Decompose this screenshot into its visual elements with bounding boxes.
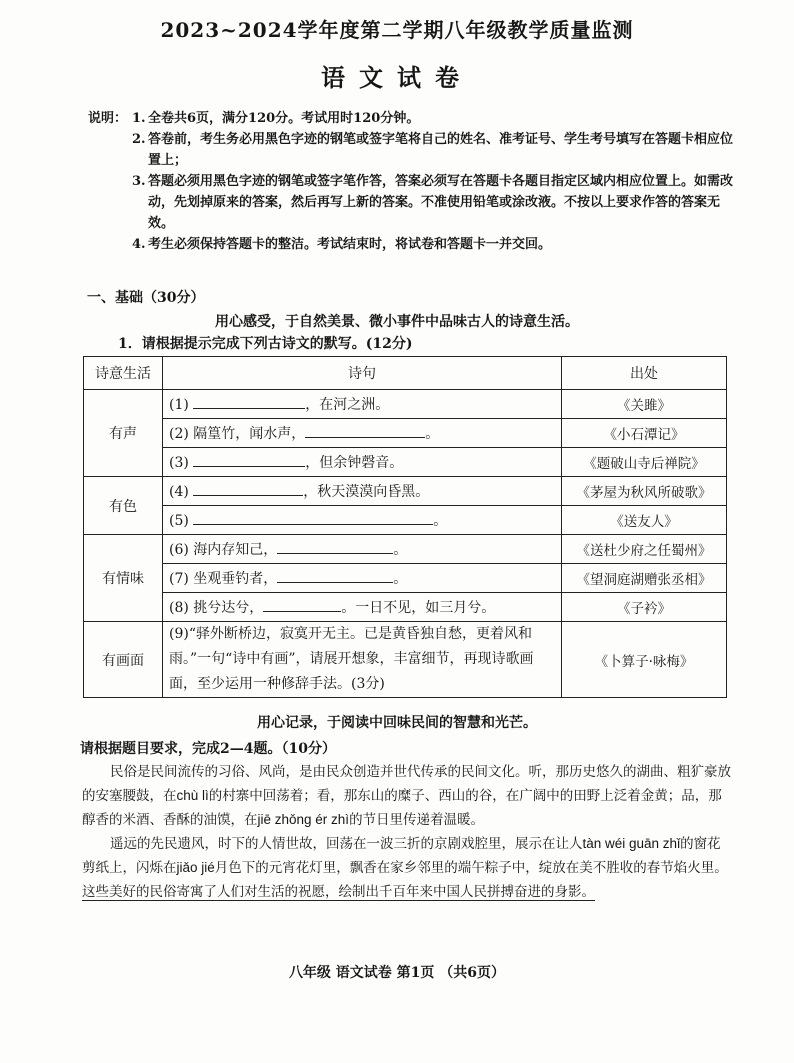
underlined-sentence: 这些美好的民俗寄寓了人们对生活的祝愿，绘制出千百年来中国人民拼搏奋进的身影。 <box>82 884 595 900</box>
answer-blank[interactable] <box>193 394 305 409</box>
table-row: 有色 (4) ，秋天漠漠向昏黑。 《茅屋为秋风所破歌》 <box>84 477 727 506</box>
answer-blank[interactable] <box>263 597 341 612</box>
pinyin: jiǎo jié <box>176 860 215 875</box>
source-cell: 《小石潭记》 <box>562 419 727 448</box>
answer-blank[interactable] <box>277 539 393 554</box>
answer-blank[interactable] <box>193 510 433 525</box>
pinyin: chù lì <box>176 788 209 803</box>
column-header: 诗句 <box>163 357 562 390</box>
question-2-4: 请根据题目要求，完成2—4题。（10分） <box>80 741 336 757</box>
table-row: (3) ，但余钟磬音。 《题破山寺后禅院》 <box>84 448 727 477</box>
category-cell: 有色 <box>84 477 163 535</box>
source-cell: 《题破山寺后禅院》 <box>562 448 727 477</box>
reading-passage <box>82 760 732 904</box>
category-cell: 有情味 <box>84 535 163 622</box>
source-cell: 《望洞庭湖赠张丞相》 <box>562 564 727 593</box>
section-intro: 用心感受，于自然美景、微小事件中品味古人的诗意生活。 <box>215 314 579 330</box>
page-footer: 八年级 语文试卷 第1页 （共6页） <box>288 965 506 981</box>
instructions <box>88 108 738 255</box>
answer-blank[interactable] <box>277 568 393 583</box>
section-heading: 一、基础（30分） <box>87 290 205 306</box>
answer-blank[interactable] <box>193 481 303 496</box>
source-cell: 《卜算子·咏梅》 <box>562 622 727 698</box>
table-row: 有情味 (6) 海内存知己， 。 《送杜少府之任蜀州》 <box>84 535 727 564</box>
column-header: 诗意生活 <box>84 357 163 390</box>
source-cell: 《茅屋为秋风所破歌》 <box>562 477 727 506</box>
pinyin: tàn wéi guān zhǐ <box>582 836 681 851</box>
poetry-table <box>83 356 727 698</box>
category-cell: 有声 <box>84 390 163 477</box>
instructions-label: 说明： <box>88 111 128 126</box>
section-intro: 用心记录，于阅读中回味民间的智慧和光芒。 <box>257 715 537 731</box>
instruction-item: 3. 答题必须用黑色字迹的钢笔或签字笔作答，答案必须写在答题卡各题目指定区域内相应位置上。如需改动，先划掉原来的答案，然后再写上新的答案。不准使用铅笔或涂改液。不按以上要求作答的答案无效。 <box>132 174 734 231</box>
instruction-item: 2. 答卷前，考生务必用黑色字迹的钢笔或签字笔将自己的姓名、准考证号、学生考号填写在答题卡相应位置上； <box>132 132 734 168</box>
answer-blank[interactable] <box>193 452 305 467</box>
source-cell: 《送杜少府之任蜀州》 <box>562 535 727 564</box>
table-row: (5) 。 《送友人》 <box>84 506 727 535</box>
category-cell: 有画面 <box>84 622 163 698</box>
table-row: (2) 隔篁竹，闻水声， 。 《小石潭记》 <box>84 419 727 448</box>
source-cell: 《送友人》 <box>562 506 727 535</box>
paragraph: 民俗是民间流传的习俗、风尚，是由民众创造并世代传承的民间文化。听，那历史悠久的湖曲、粗犷豪放的安塞腰鼓，在chù lì的村寨中回荡着；看，那东山的糜子、西山的谷，在广阔中的田野上泛着金黄；品，那醇香的米酒、香酥的油馍，在jiē zhǒng ér zhì的节日里传递着温暖。 <box>82 764 731 828</box>
paper-title: 语文试卷 <box>321 63 473 92</box>
column-header: 出处 <box>562 357 727 390</box>
source-cell: 《子衿》 <box>562 593 727 622</box>
source-cell: 《关雎》 <box>562 390 727 419</box>
exam-title: 2023~2024学年度第二学期八年级教学质量监测 <box>160 18 634 42</box>
paragraph: 遥远的先民遗风，时下的人情世故，回荡在一波三折的京剧戏腔里，展示在让人tàn wéi guān zhǐ的窗花剪纸上，闪烁在jiǎo jié月色下的元宵花灯里，飘香在家乡邻里的端午粽子中，绽放在美不胜收的春节焰火里。这些美好的民俗寄寓了人们对生活的祝愿，绘制出千百年来中国人民拼搏奋进的身影。 <box>82 836 728 900</box>
table-row <box>84 622 727 698</box>
instruction-item: 4. 考生必须保持答题卡的整洁。考试结束时，将试卷和答题卡一并交回。 <box>132 237 552 252</box>
answer-blank[interactable] <box>305 423 425 438</box>
pinyin: jiē zhǒng ér zhì <box>257 812 350 827</box>
question-1: 1．请根据提示完成下列古诗文的默写。(12分) <box>118 336 413 352</box>
table-row: (7) 坐观垂钓者， 。 《望洞庭湖赠张丞相》 <box>84 564 727 593</box>
question-9-cell: (9)“驿外断桥边，寂寞开无主。已是黄昏独自愁，更着风和雨。”一句“诗中有画”，请展开想象，丰富细节，再现诗歌画面，至少运用一种修辞手法。(3分) <box>163 622 562 698</box>
instruction-item: 说明： 1. 全卷共6页，满分120分。考试用时120分钟。 <box>88 108 738 129</box>
table-row: 有声 (1) ，在河之洲。 《关雎》 <box>84 390 727 419</box>
table-header-row <box>84 357 727 390</box>
table-row: (8) 挑兮达兮， 。一日不见，如三月兮。 《子衿》 <box>84 593 727 622</box>
